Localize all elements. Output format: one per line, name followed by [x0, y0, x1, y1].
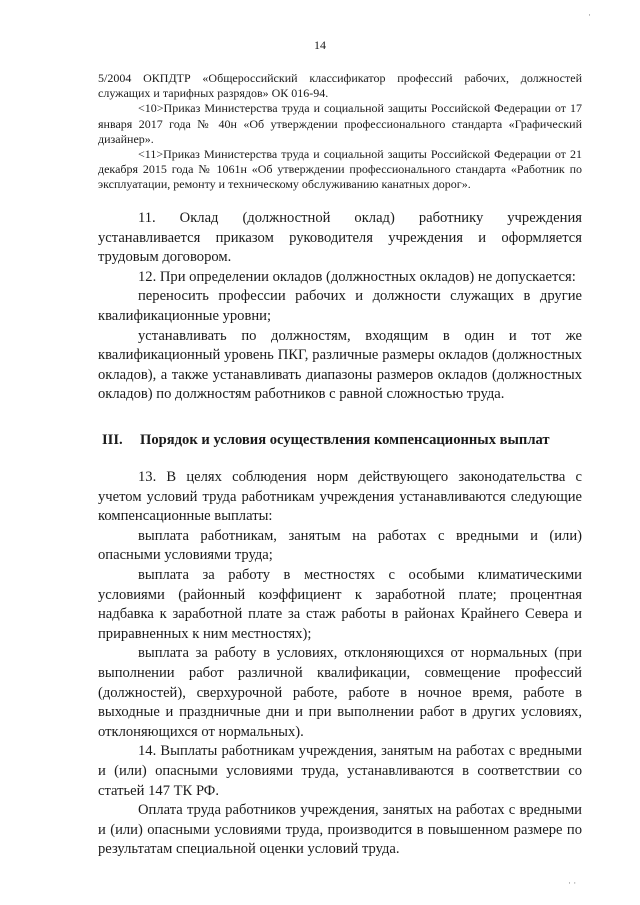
scan-speck: · ·: [568, 878, 577, 888]
footnotes: [98, 71, 582, 193]
page-number: 14: [314, 38, 326, 52]
scan-speck: ·: [588, 10, 591, 20]
paragraph-13: 13. В целях соблюдения норм действующего законодательства с учетом условий труда работникам учреждения устанавливаются следующие компенсационные выплаты:: [98, 469, 582, 525]
paragraph-14-continued: Оплата труда работников учреждения, занятых на работах с вредными и (или) опасными условиями труда, производится в повышенном размере по результатам специальной оценки условий труда.: [98, 802, 582, 858]
paragraph-13-item-3: выплата за работу в условиях, отклоняющихся от нормальных (при выполнении работ различной квалификации, совмещение профессий (должностей), сверхурочной работе, работе в ночное время, работе в выходные и праздничные дни и при выполнении работ в других условиях, отклоняющихся от нормальных).: [98, 645, 582, 740]
paragraph-12-item-1: переносить профессии рабочих и должности служащих в другие квалификационные уровни;: [98, 288, 582, 324]
paragraph-12-item-2: устанавливать по должностям, входящим в один и тот же квалификационный уровень ПКГ, различные размеры окладов (должностных окладов), а также устанавливать диапазоны размеров окладов (должностных окладов) по должностям работников с равной сложностью труда.: [98, 327, 582, 403]
paragraph-13-item-1: выплата работникам, занятым на работах с вредными и (или) опасными условиями труда;: [98, 527, 582, 564]
section-heading: [98, 430, 582, 450]
paragraph-13-item-2: выплата за работу в местностях с особыми климатическими условиями (районный коэффициент к заработной плате; процентная надбавка к заработной плате за стаж работы в районах Крайнего Севера и приравненных к ним местностях);: [98, 566, 582, 642]
paragraph-14: 14. Выплаты работникам учреждения, занятым на работах с вредными и (или) опасными условиями труда, устанавливаются в соответствии со статьей 147 ТК РФ.: [98, 743, 582, 799]
footnote-continuation: 5/2004 ОКПДТР «Общероссийский классификатор профессий рабочих, должностей служащих и тарифных разрядов» ОК 016-94.: [98, 71, 582, 101]
paragraph-11: 11. Оклад (должностной оклад) работнику учреждения устанавливается приказом руководителя учреждения и оформляется трудовым договором.: [98, 210, 582, 266]
section-number: III.: [102, 432, 123, 448]
section-title: Порядок и условия осуществления компенсационных выплат: [140, 432, 550, 448]
body-text-before-section: [98, 209, 582, 405]
paragraph-12: 12. При определении окладов (должностных окладов) не допускается:: [138, 268, 576, 285]
body-text-after-section: [98, 468, 582, 860]
footnote-10: <10>Приказ Министерства труда и социальной защиты Российской Федерации от 17 января 2017 года № 40н «Об утверждении профессионального стандарта «Графический дизайнер».: [98, 101, 582, 146]
footnote-11: <11>Приказ Министерства труда и социальной защиты Российской Федерации от 21 декабря 2015 года № 1061н «Об утверждении профессионального стандарта «Работник по эксплуатации, ремонту и техническому обслуживанию канатных дорог».: [98, 147, 582, 192]
